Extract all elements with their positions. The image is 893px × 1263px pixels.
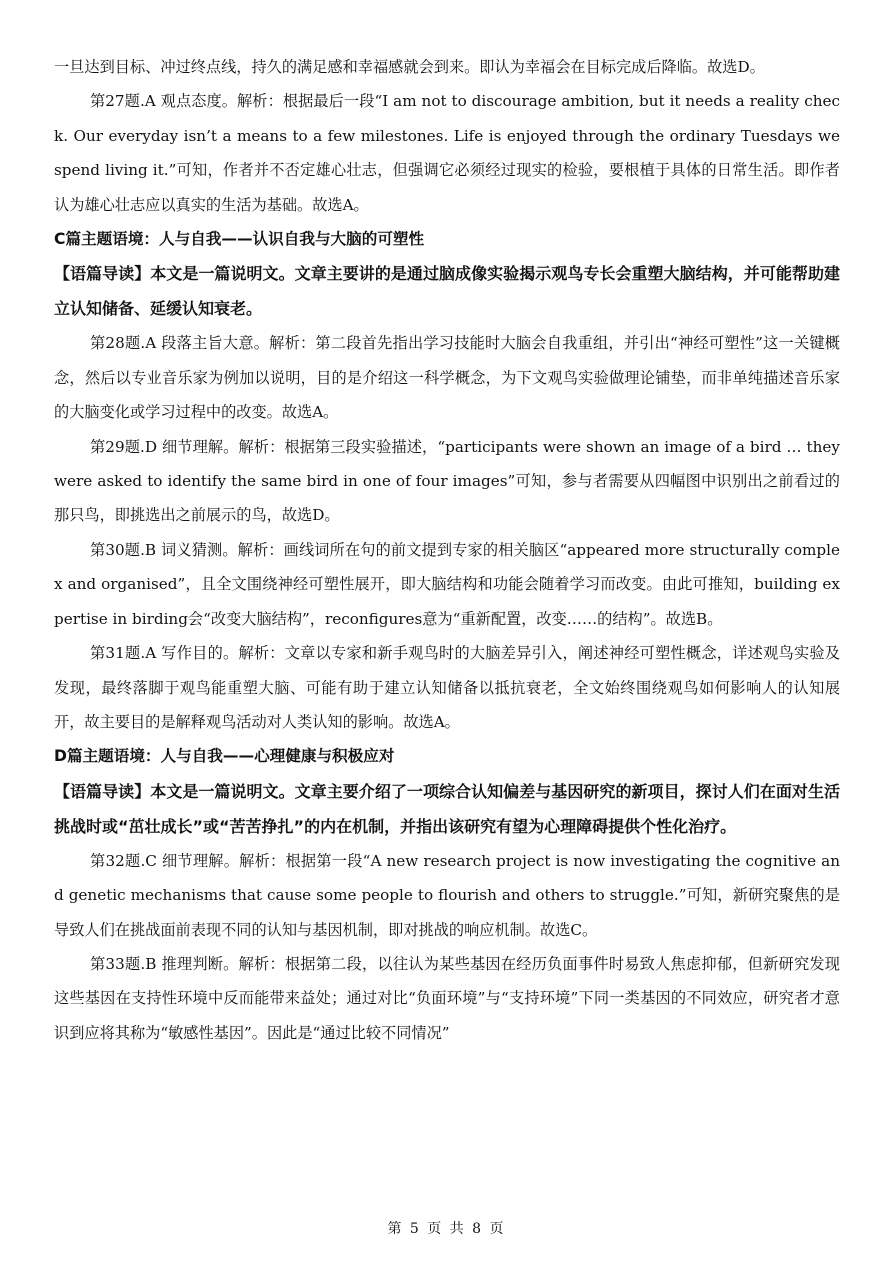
paragraph-answer-30: 第30题.B 词义猜测。解析：画线词所在句的前文提到专家的相关脑区“appeared more structurally complex and organised”，且全文围绕神经可塑性展开，即大脑结构和功能会随着学习而改变。由此可推知，building expertise in birding会“改变大脑结构”，reconfigures意为“重新配置，改变……的结构”。故选B。 — [54, 540, 840, 628]
paragraph-answer-29: 第29题.D 细节理解。解析：根据第三段实验描述，“participants were shown an image of a bird … they were asked to identify the same bird in one of four images”可知，参与者需要从四幅图中识别出之前看过的那只鸟，即挑选出之前展示的鸟，故选D。 — [54, 437, 840, 525]
paragraph-answer-26-end: 一旦达到目标、冲过终点线，持久的满足感和幸福感就会到来。即认为幸福会在目标完成后降临。故选D。 — [54, 58, 765, 76]
section-d-guide: 【语篇导读】本文是一篇说明文。文章主要介绍了一项综合认知偏差与基因研究的新项目，探讨人们在面对生活挑战时或“茁壮成长”或“苦苦挣扎”的内在机制，并指出该研究有望为心理障碍提供个性化治疗。 — [54, 781, 840, 836]
section-d-title: D篇主题语境：人与自我——心理健康与积极应对 — [54, 747, 395, 766]
paragraph-answer-27: 第27题.A 观点态度。解析：根据最后一段“I am not to discourage ambition, but it needs a reality check. Our everyday isn’t a means to a few milestones. Life is enjoyed through the ordinary Tuesdays we spend living it.”可知，作者并不否定雄心壮志，但强调它必须经过现实的检验，要根植于具体的日常生活。即作者认为雄心壮志应以真实的生活为基础。故选A。 — [54, 92, 840, 214]
paragraph-answer-33: 第33题.B 推理判断。解析：根据第二段，以往认为某些基因在经历负面事件时易致人焦虑抑郁，但新研究发现这些基因在支持性环境中反而能带来益处；通过对比“负面环境”与“支持环境”下同一类基因的不同效应，研究者才意识到应将其称为“敏感性基因”。因此是“通过比较不同情况” — [54, 954, 840, 1042]
section-c-title: C篇主题语境：人与自我——认识自我与大脑的可塑性 — [54, 230, 425, 249]
page-number-footer: 第 5 页 共 8 页 — [387, 1221, 506, 1237]
paragraph-answer-32: 第32题.C 细节理解。解析：根据第一段“A new research project is now investigating the cognitive and genetic mechanisms that cause some people to flourish and others to struggle.”可知，新研究聚焦的是导致人们在挑战面前表现不同的认知与基因机制，即对挑战的响应机制。故选C。 — [54, 851, 840, 939]
page-content — [54, 50, 840, 1050]
section-c-guide: 【语篇导读】本文是一篇说明文。文章主要讲的是通过脑成像实验揭示观鸟专长会重塑大脑结构，并可能帮助建立认知储备、延缓认知衰老。 — [54, 264, 840, 319]
paragraph-answer-31: 第31题.A 写作目的。解析：文章以专家和新手观鸟时的大脑差异引入，阐述神经可塑性概念，详述观鸟实验及发现，最终落脚于观鸟能重塑大脑、可能有助于建立认知储备以抵抗衰老，全文始终围绕观鸟如何影响人的认知展开，故主要目的是解释观鸟活动对人类认知的影响。故选A。 — [54, 644, 840, 731]
paragraph-answer-28: 第28题.A 段落主旨大意。解析：第二段首先指出学习技能时大脑会自我重组，并引出“神经可塑性”这一关键概念，然后以专业音乐家为例加以说明，目的是介绍这一科学概念，为下文观鸟实验做理论铺垫，而非单纯描述音乐家的大脑变化或学习过程中的改变。故选A。 — [54, 334, 840, 422]
